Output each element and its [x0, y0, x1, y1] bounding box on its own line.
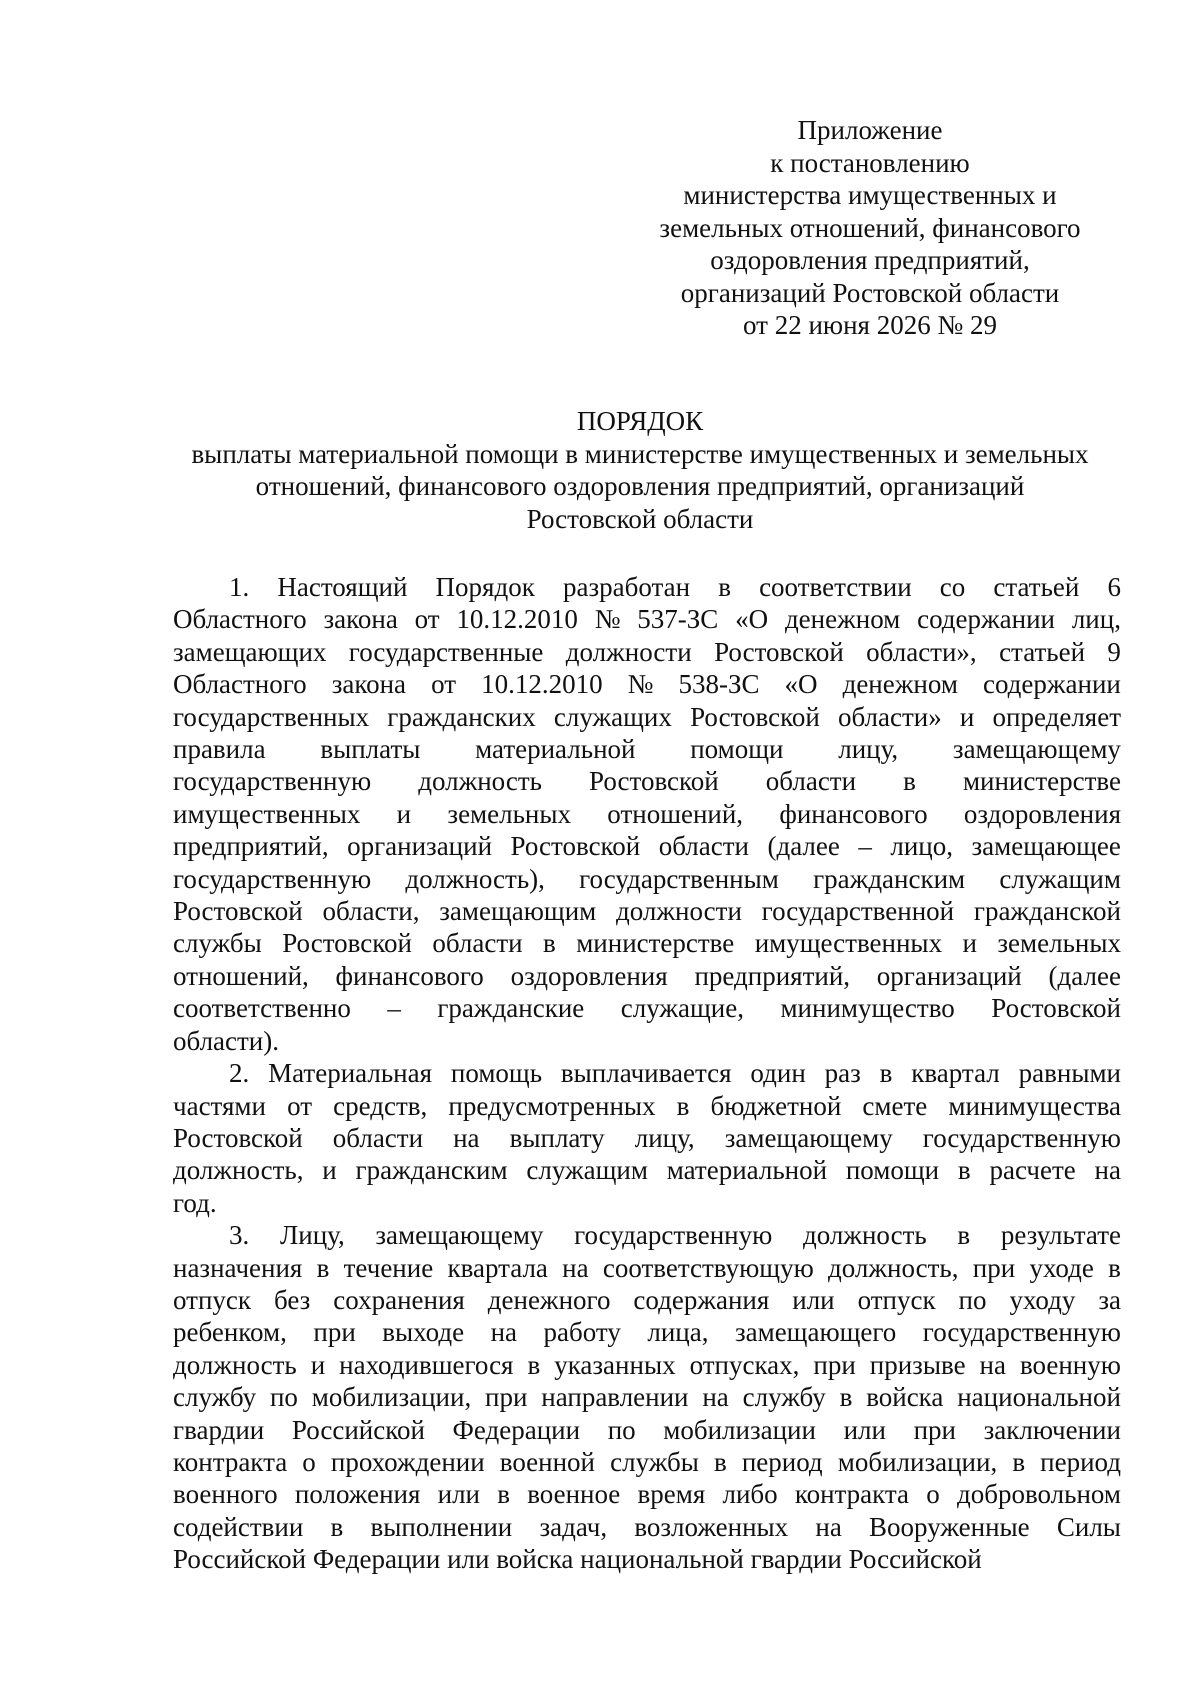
paragraph-line: службы Ростовской области в министерстве имущественных и земельных: [173, 928, 1121, 959]
appendix-line: министерства имущественных и: [683, 180, 1057, 210]
paragraph-line: отпуск без сохранения денежного содержания или отпуск по уходу за: [173, 1284, 1121, 1315]
appendix-header: [640, 114, 1100, 342]
paragraph-line: должность, и гражданским служащим материальной помощи в расчете на: [173, 1155, 1121, 1186]
paragraph-line: 2. Материальная помощь выплачивается один раз в квартал равными: [229, 1058, 1121, 1089]
title-subtitle-line: отношений, финансового оздоровления предприятий, организаций: [255, 471, 1025, 501]
paragraph-3: [173, 1219, 1121, 1575]
paragraph-line: частями от средств, предусмотренных в бюджетной смете минимущества: [173, 1090, 1121, 1121]
paragraph-line: государственную должность Ростовской области в министерстве: [173, 766, 1121, 797]
paragraph-2: [173, 1057, 1121, 1219]
document-body: [173, 571, 1121, 1576]
paragraph-line: назначения в течение квартала на соответствующую должность, при уходе в: [173, 1252, 1121, 1283]
appendix-line: организаций Ростовской области: [680, 277, 1060, 308]
paragraph-line: должность и находившегося в указанных отпусках, при призыве на военную: [173, 1349, 1121, 1380]
paragraph-line: 3. Лицу, замещающему государственную должность в результате: [229, 1220, 1121, 1251]
appendix-line: Приложение: [797, 115, 943, 145]
paragraph-line: ребенком, при выходе на работу лица, замещающего государственную: [173, 1317, 1121, 1348]
paragraph-line: гвардии Российской Федерации по мобилизации или при заключении: [173, 1414, 1121, 1445]
title-subtitle-line: Ростовской области: [526, 503, 754, 534]
paragraph-line: имущественных и земельных отношений, финансового оздоровления: [173, 798, 1121, 829]
appendix-line: оздоровления предприятий,: [710, 245, 1030, 275]
paragraph-line: соответственно – гражданские служащие, минимущество Ростовской: [173, 993, 1121, 1024]
appendix-line: земельных отношений, финансового: [659, 212, 1081, 243]
paragraph-line: содействии в выполнении задач, возложенных на Вооруженные Силы: [173, 1511, 1121, 1542]
paragraph-line: Российской Федерации или войска национальной гвардии Российской: [173, 1544, 982, 1575]
paragraph-line: отношений, финансового оздоровления предприятий, организаций (далее: [173, 960, 1121, 991]
paragraph-line: предприятий, организаций Ростовской области (далее – лицо, замещающее: [173, 831, 1121, 862]
paragraph-line: 1. Настоящий Порядок разработан в соответствии со статьей 6: [229, 572, 1121, 602]
appendix-date-number: от 22 июня 2026 № 29: [743, 310, 997, 340]
paragraph-line: контракта о прохождении военной службы в период мобилизации, в период: [173, 1446, 1121, 1477]
paragraph-line: Ростовской области, замещающим должности государственной гражданской: [173, 896, 1121, 927]
paragraph-line: год.: [173, 1187, 217, 1218]
paragraph-line: Областного закона от 10.12.2010 № 538-ЗС «О денежном содержании: [173, 669, 1121, 700]
paragraph-line: государственную должность), государственным гражданским служащим: [173, 863, 1121, 894]
paragraph-line: области).: [173, 1025, 279, 1056]
paragraph-line: государственных гражданских служащих Ростовской области» и определяет: [173, 701, 1121, 732]
paragraph-1: [173, 571, 1121, 1057]
paragraph-line: Областного закона от 10.12.2010 № 537-ЗС «О денежном содержании лиц,: [173, 604, 1121, 635]
title-subtitle-line: выплаты материальной помощи в министерстве имущественных и земельных: [191, 438, 1089, 469]
paragraph-line: Ростовской области на выплату лицу, замещающему государственную: [173, 1122, 1121, 1153]
appendix-line: к постановлению: [770, 147, 970, 178]
paragraph-line: замещающих государственные должности Ростовской области», статьей 9: [173, 636, 1121, 667]
paragraph-line: службу по мобилизации, при направлении на службу в войска национальной: [173, 1382, 1121, 1413]
paragraph-line: правила выплаты материальной помощи лицу, замещающему: [173, 734, 1121, 765]
document-title: [160, 405, 1120, 535]
paragraph-line: военного положения или в военное время либо контракта о добровольном: [173, 1479, 1121, 1510]
title-heading: ПОРЯДОК: [576, 406, 704, 436]
